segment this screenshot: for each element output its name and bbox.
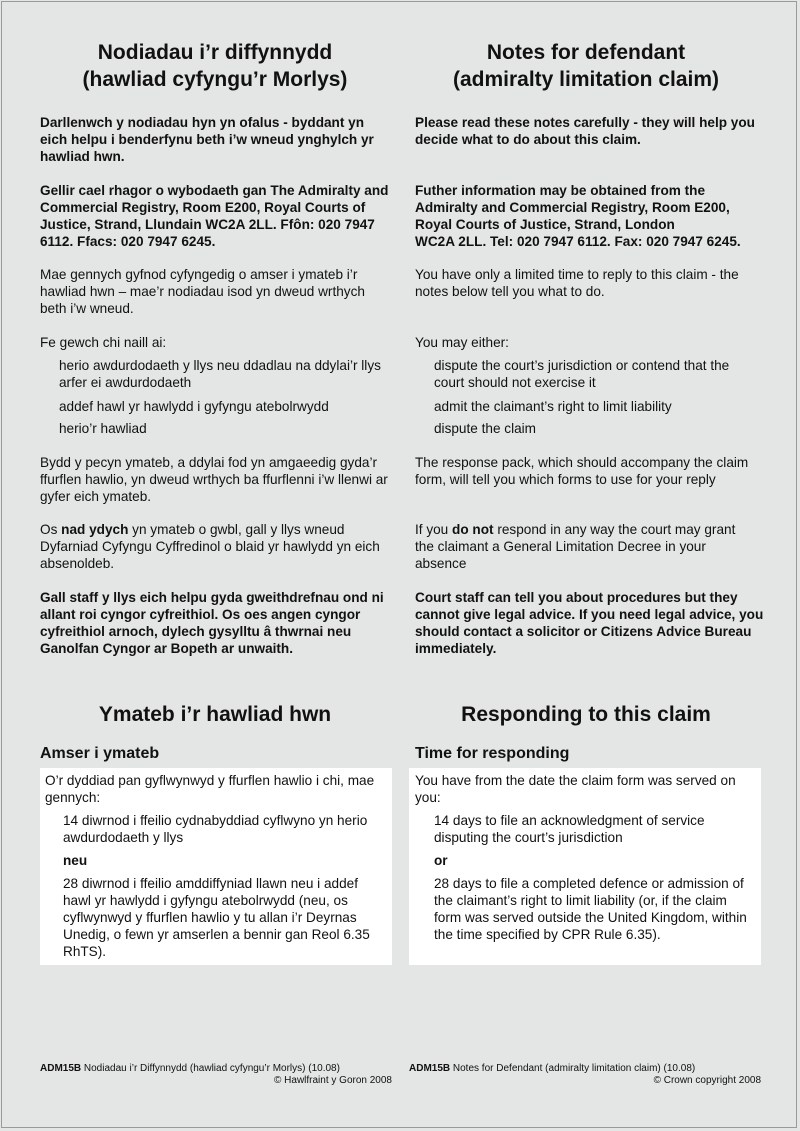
english-registry-info bbox=[415, 182, 765, 250]
english-or: or bbox=[434, 853, 448, 868]
welsh-section-heading: Ymateb i’r hawliad hwn bbox=[98, 703, 332, 726]
english-time-box bbox=[409, 768, 761, 965]
english-section-heading: Responding to this claim bbox=[461, 703, 711, 726]
welsh-title-line1: Nodiadau i’r diffynnydd bbox=[97, 41, 333, 64]
welsh-option-item: herio awdurdodaeth y llys neu ddadlau na ddylai’r llys arfer ei awdurdodaeth bbox=[59, 358, 381, 390]
welsh-may-either: Fe gewch chi naill ai: bbox=[40, 335, 167, 350]
welsh-no-response: Os nad ydych yn ymateb o gwbl, gall y llys wneud Dyfarniad Cyfyngu Cyffredinol o blaid yr hawlydd yn eich absenoldeb. bbox=[40, 522, 380, 571]
english-info-line: WC2A 2LL. Tel: 020 7947 6112. Fax: 020 7947 6245. bbox=[415, 234, 741, 249]
welsh-title bbox=[40, 39, 390, 93]
welsh-or: neu bbox=[63, 853, 88, 868]
welsh-response-pack: Bydd y pecyn ymateb, a ddylai fod yn amgaeedig gyda’r ffurflen hawlio, yn dweud wrthych ba ffurflenni i’w llenwi ar gyfer eich ymateb. bbox=[40, 455, 388, 504]
english-info-line: Admiralty and Commercial Registry, Room E200, bbox=[415, 200, 730, 215]
english-info-line: Futher information may be obtained from the bbox=[415, 183, 706, 198]
welsh-time-option-14: 14 diwrnod i ffeilio cydnabyddiad cyflwyno yn herio awdurdodaeth y llys bbox=[63, 813, 368, 845]
english-footer-text: Notes for Defendant (admiralty limitation claim) (10.08) bbox=[450, 1063, 696, 1074]
welsh-copyright: © Hawlfraint y Goron 2008 bbox=[274, 1075, 392, 1086]
english-title bbox=[411, 39, 761, 93]
welsh-time-box bbox=[40, 768, 392, 965]
english-time-heading: Time for responding bbox=[415, 745, 570, 762]
welsh-footer-text: Nodiadau i’r Diffynnydd (hawliad cyfyngu’r Morlys) (10.08) bbox=[81, 1063, 340, 1074]
english-title-line1: Notes for defendant bbox=[486, 41, 686, 64]
welsh-limited-time: Mae gennych gyfnod cyfyngedig o amser i ymateb i’r hawliad hwn – mae’r nodiadau isod yn dweud wrthych beth i’w wneud. bbox=[40, 267, 365, 316]
welsh-title-line2: (hawliad cyfyngu’r Morlys) bbox=[82, 68, 348, 91]
english-no-response: If you do not respond in any way the court may grant the claimant a General Limitation Decree in your absence bbox=[415, 522, 736, 571]
english-form-code: ADM15B bbox=[409, 1063, 451, 1074]
welsh-option-item: addef hawl yr hawlydd i gyfyngu atebolrwydd bbox=[59, 399, 329, 414]
english-time-option-28: 28 days to file a completed defence or admission of the claimant’s right to limit liability (or, if the claim form was served outside the United Kingdom, within the time specified by CPR Rule 6.35). bbox=[434, 876, 747, 942]
welsh-time-heading: Amser i ymateb bbox=[40, 745, 160, 762]
english-staff-advice: Court staff can tell you about procedures but they cannot give legal advice. If you need legal advice, you should contact a solicitor or Citizens Advice Bureau immediately. bbox=[415, 590, 764, 656]
welsh-no-response-emphasis: nad ydych bbox=[61, 522, 129, 537]
english-time-option-14: 14 days to file an acknowledgment of service disputing the court’s jurisdiction bbox=[434, 813, 705, 845]
english-intro: Please read these notes carefully - they will help you decide what to do about this claim. bbox=[415, 115, 755, 147]
english-option-item: dispute the claim bbox=[434, 421, 537, 436]
welsh-registry-info: Gellir cael rhagor o wybodaeth gan The Admiralty and Commercial Registry, Room E200, Royal Courts of Justice, Strand, Llundain WC2A 2LL. Ffôn: 020 7947 6112. Ffacs: 020 7947 6245. bbox=[40, 183, 389, 249]
welsh-staff-advice: Gall staff y llys eich helpu gyda gweithdrefnau ond ni allant roi cyngor cyfreithiol. Os oes angen cyngor cyfreithiol arnoch, dylech gysylltu â thwrnai neu Ganolfan Cyngor ar Bopeth ar unwaith. bbox=[40, 590, 384, 656]
english-copyright: © Crown copyright 2008 bbox=[653, 1075, 761, 1086]
english-footer bbox=[409, 1063, 761, 1087]
english-title-line2: (admiralty limitation claim) bbox=[452, 68, 720, 91]
welsh-form-code: ADM15B bbox=[40, 1063, 82, 1074]
english-info-line: Royal Courts of Justice, Strand, London bbox=[415, 217, 675, 232]
welsh-time-intro: O’r dyddiad pan gyflwynwyd y ffurflen hawlio i chi, mae gennych: bbox=[45, 773, 375, 805]
english-time-intro: You have from the date the claim form was served on you: bbox=[415, 773, 736, 805]
welsh-option-item: herio’r hawliad bbox=[59, 421, 147, 436]
welsh-intro: Darllenwch y nodiadau hyn yn ofalus - byddant yn eich helpu i benderfynu beth i’w wneud ynghylch yr hawliad hwn. bbox=[40, 115, 374, 164]
english-option-item: admit the claimant’s right to limit liability bbox=[434, 399, 672, 414]
welsh-time-option-28: 28 diwrnod i ffeilio amddiffyniad llawn neu i addef hawl yr hawlydd i gyfyngu atebolrwydd (neu, os cyflwynwyd y ffurflen hawlio y tu allan i’r Deyrnas Unedig, o fewn yr amserlen a bennir gan Reol 6.35 RhTS). bbox=[63, 876, 370, 959]
english-may-either: You may either: bbox=[415, 335, 509, 350]
english-no-response-emphasis: do not bbox=[452, 522, 494, 537]
english-limited-time: You have only a limited time to reply to this claim - the notes below tell you what to do. bbox=[415, 267, 739, 299]
welsh-footer bbox=[40, 1063, 392, 1087]
english-option-item: dispute the court’s jurisdiction or contend that the court should not exercise it bbox=[434, 358, 730, 390]
english-response-pack: The response pack, which should accompany the claim form, will tell you which forms to use for your reply bbox=[415, 455, 749, 487]
